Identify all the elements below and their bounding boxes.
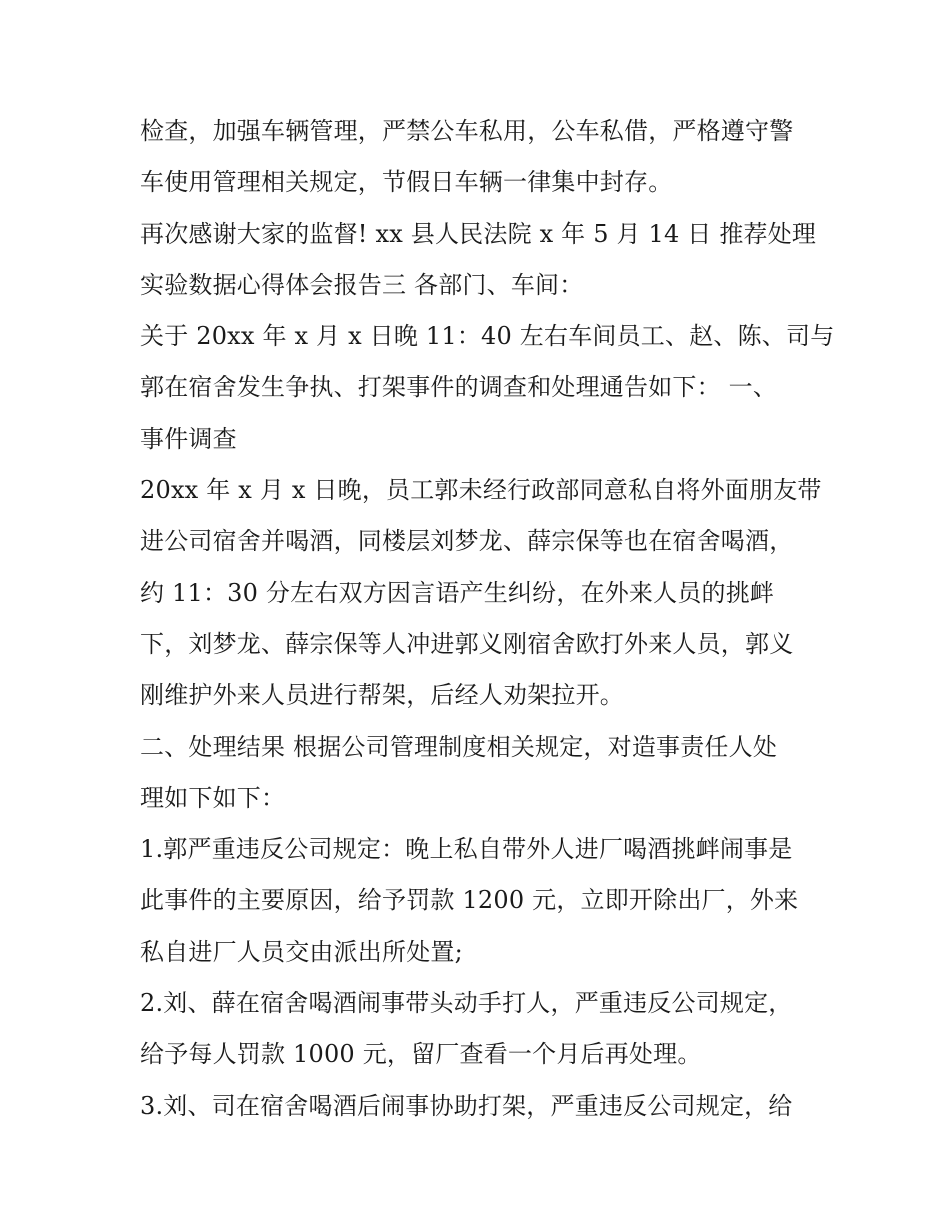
text-line: 给予每人罚款 1000 元，留厂查看一个月后再处理。	[140, 1040, 702, 1069]
text-line: 刚维护外来人员进行帮架，后经人劝架拉开。	[140, 681, 624, 710]
text-line: 再次感谢大家的监督! xx 县人民法院 x 年 5 月 14 日 推荐处理	[140, 219, 817, 248]
text-line: 约 11：30 分左右双方因言语产生纠纷，在外来人员的挑衅	[140, 578, 775, 607]
document-body	[140, 106, 835, 1132]
text-line: 实验数据心得体会报告三 各部门、车间：	[140, 270, 584, 299]
section-heading: 二、处理结果 根据公司管理制度相关规定，对造事责任人处	[140, 732, 778, 761]
text-line: 郭在宿舍发生争执、打架事件的调查和处理通告如下： 一、	[140, 373, 778, 402]
text-line: 关于 20xx 年 x 月 x 日晚 11：40 左右车间员工、赵、陈、司与	[140, 322, 835, 351]
text-line: 车使用管理相关规定，节假日车辆一律集中封存。	[140, 168, 673, 197]
text-line: 下，刘梦龙、薛宗保等人冲进郭义刚宿舍欧打外来人员，郭义	[140, 629, 794, 658]
list-item: 1.郭严重违反公司规定：晚上私自带外人进厂喝酒挑衅闹事是	[140, 835, 793, 864]
text-line: 检查，加强车辆管理，严禁公车私用，公车私借，严格遵守警	[140, 117, 794, 145]
list-item: 3.刘、司在宿舍喝酒后闹事协助打架，严重违反公司规定，给	[140, 1091, 793, 1120]
text-line: 理如下如下：	[140, 783, 286, 812]
text-line: 20xx 年 x 月 x 日晚，员工郭未经行政部同意私自将外面朋友带	[140, 476, 822, 505]
text-line: 此事件的主要原因，给予罚款 1200 元，立即开除出厂，外来	[140, 886, 799, 915]
section-heading: 事件调查	[140, 424, 237, 453]
text-line: 私自进厂人员交由派出所处置;	[140, 937, 463, 966]
text-line: 进公司宿舍并喝酒，同楼层刘梦龙、薛宗保等也在宿舍喝酒，	[140, 527, 794, 556]
list-item: 2.刘、薛在宿舍喝酒闹事带头动手打人，严重违反公司规定，	[140, 989, 793, 1018]
